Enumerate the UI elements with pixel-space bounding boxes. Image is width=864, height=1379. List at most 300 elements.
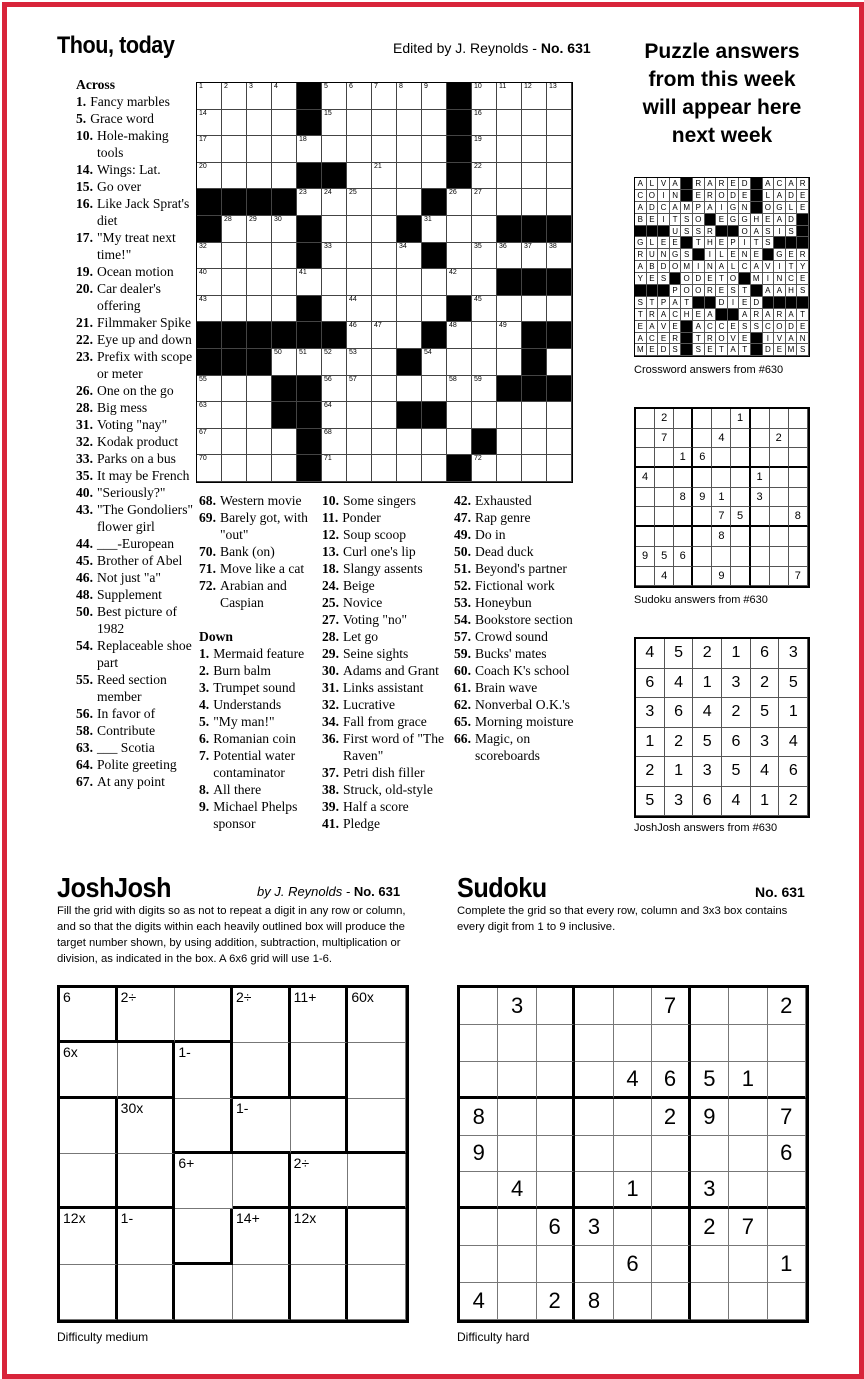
grid-cell[interactable] — [322, 402, 347, 429]
grid-cell[interactable] — [247, 83, 272, 110]
grid-cell[interactable] — [372, 376, 397, 403]
grid-cell[interactable] — [372, 349, 397, 376]
grid-cell[interactable] — [322, 110, 347, 137]
grid-cell[interactable] — [197, 110, 222, 137]
sudoku-cell[interactable]: 7 — [729, 1209, 767, 1246]
grid-cell[interactable] — [397, 376, 422, 403]
grid-cell[interactable] — [522, 110, 547, 137]
answer-letter: O — [728, 273, 740, 285]
grid-cell[interactable] — [397, 322, 422, 349]
grid-cell[interactable] — [322, 376, 347, 403]
grid-cell[interactable] — [472, 216, 497, 243]
grid-cell[interactable] — [547, 402, 572, 429]
grid-cell[interactable] — [322, 455, 347, 482]
sudoku-cell[interactable] — [768, 1025, 806, 1062]
grid-cell[interactable] — [547, 189, 572, 216]
grid-cell[interactable] — [397, 455, 422, 482]
grid-cell[interactable] — [547, 296, 572, 323]
sudoku-cell[interactable] — [691, 1025, 729, 1062]
grid-cell[interactable] — [272, 110, 297, 137]
grid-cell[interactable] — [347, 455, 372, 482]
joshjosh-cell[interactable] — [291, 1099, 349, 1154]
sudoku-cell[interactable] — [652, 1283, 690, 1320]
sudoku-cell[interactable] — [537, 988, 575, 1025]
joshjosh-cell[interactable] — [175, 1043, 233, 1098]
grid-cell[interactable] — [347, 136, 372, 163]
grid-cell[interactable] — [347, 83, 372, 110]
joshjosh-cell[interactable] — [175, 1154, 233, 1209]
sudoku-cell[interactable] — [460, 1246, 498, 1283]
grid-cell[interactable] — [422, 136, 447, 163]
sudoku-cell[interactable] — [652, 1246, 690, 1283]
grid-cell[interactable] — [322, 296, 347, 323]
joshjosh-cell[interactable] — [60, 1043, 118, 1098]
joshjosh-cell[interactable] — [233, 1154, 291, 1209]
grid-cell[interactable] — [522, 163, 547, 190]
grid-cell[interactable] — [222, 455, 247, 482]
grid-cell[interactable] — [322, 243, 347, 270]
grid-cell[interactable] — [422, 163, 447, 190]
joshjosh-cell[interactable] — [118, 1043, 176, 1098]
grid-cell[interactable] — [447, 402, 472, 429]
joshjosh-cell[interactable] — [348, 1209, 406, 1264]
sudoku-cell[interactable]: 1 — [729, 1062, 767, 1099]
grid-cell[interactable] — [397, 136, 422, 163]
grid-cell[interactable] — [347, 402, 372, 429]
grid-cell[interactable] — [497, 429, 522, 456]
grid-cell[interactable] — [397, 163, 422, 190]
grid-cell[interactable] — [547, 429, 572, 456]
grid-cell[interactable] — [497, 110, 522, 137]
sudoku-cell[interactable]: 2 — [537, 1283, 575, 1320]
grid-cell[interactable] — [222, 429, 247, 456]
grid-cell[interactable] — [347, 296, 372, 323]
grid-cell[interactable] — [547, 349, 572, 376]
grid-cell[interactable] — [522, 402, 547, 429]
grid-cell[interactable] — [372, 296, 397, 323]
grid-cell[interactable] — [347, 349, 372, 376]
sudoku-cell[interactable]: 4 — [498, 1172, 536, 1209]
sudoku-grid[interactable] — [457, 985, 809, 1323]
grid-cell[interactable] — [472, 83, 497, 110]
grid-cell[interactable] — [322, 83, 347, 110]
grid-cell[interactable] — [472, 376, 497, 403]
grid-cell[interactable] — [247, 110, 272, 137]
grid-cell[interactable] — [422, 455, 447, 482]
sudoku-cell[interactable] — [691, 988, 729, 1025]
joshjosh-cell[interactable] — [118, 1099, 176, 1154]
sudoku-cell[interactable] — [768, 1283, 806, 1320]
grid-cell[interactable] — [422, 429, 447, 456]
grid-cell[interactable] — [222, 402, 247, 429]
joshjosh-cell[interactable] — [291, 1043, 349, 1098]
grid-cell[interactable] — [297, 189, 322, 216]
grid-cell[interactable] — [347, 163, 372, 190]
grid-cell[interactable] — [197, 296, 222, 323]
grid-cell[interactable] — [472, 349, 497, 376]
sudoku-cell[interactable] — [768, 1172, 806, 1209]
grid-cell[interactable] — [197, 269, 222, 296]
sudoku-cell[interactable] — [691, 1283, 729, 1320]
joshjosh-cell[interactable] — [348, 1099, 406, 1154]
grid-cell[interactable] — [397, 429, 422, 456]
grid-cell[interactable] — [347, 243, 372, 270]
grid-cell[interactable] — [372, 216, 397, 243]
sudoku-cell[interactable]: 6 — [537, 1209, 575, 1246]
grid-cell[interactable] — [472, 136, 497, 163]
sudoku-cell[interactable]: 8 — [575, 1283, 613, 1320]
grid-cell[interactable] — [497, 296, 522, 323]
grid-cell[interactable] — [347, 110, 372, 137]
joshjosh-cell[interactable] — [291, 1265, 349, 1320]
grid-cell[interactable] — [497, 189, 522, 216]
grid-cell[interactable] — [322, 189, 347, 216]
joshjosh-cell[interactable] — [348, 1265, 406, 1320]
grid-cell[interactable] — [197, 243, 222, 270]
sudoku-cell[interactable]: 9 — [691, 1099, 729, 1136]
joshjosh-cell[interactable] — [291, 988, 349, 1043]
sudoku-cell[interactable]: 4 — [460, 1283, 498, 1320]
sudoku-cell[interactable] — [652, 1136, 690, 1173]
joshjosh-cell[interactable] — [118, 988, 176, 1043]
joshjosh-cell[interactable] — [175, 1099, 233, 1154]
grid-cell[interactable] — [297, 269, 322, 296]
grid-cell[interactable] — [397, 243, 422, 270]
sudoku-cell[interactable] — [614, 988, 652, 1025]
grid-cell[interactable] — [272, 349, 297, 376]
sudoku-cell[interactable]: 2 — [691, 1209, 729, 1246]
sudoku-cell[interactable]: 1 — [614, 1172, 652, 1209]
grid-cell[interactable] — [422, 269, 447, 296]
grid-cell[interactable] — [372, 429, 397, 456]
sudoku-cell[interactable] — [691, 1136, 729, 1173]
sudoku-cell[interactable] — [691, 1246, 729, 1283]
sudoku-cell[interactable] — [498, 1062, 536, 1099]
grid-cell[interactable] — [397, 296, 422, 323]
grid-cell[interactable] — [497, 243, 522, 270]
grid-cell[interactable] — [247, 163, 272, 190]
grid-cell[interactable] — [372, 269, 397, 296]
joshjosh-cell[interactable] — [348, 1043, 406, 1098]
cell-number: 26 — [449, 189, 457, 197]
grid-cell[interactable] — [472, 110, 497, 137]
grid-cell[interactable] — [547, 163, 572, 190]
grid-cell[interactable] — [272, 243, 297, 270]
grid-cell[interactable] — [522, 429, 547, 456]
grid-cell[interactable] — [197, 402, 222, 429]
grid-cell[interactable] — [447, 376, 472, 403]
joshjosh-cell[interactable] — [175, 1209, 233, 1264]
sudoku-cell[interactable] — [498, 1025, 536, 1062]
joshjosh-cell[interactable] — [348, 988, 406, 1043]
grid-cell[interactable] — [547, 83, 572, 110]
sudoku-cell[interactable] — [729, 1283, 767, 1320]
grid-cell[interactable] — [272, 429, 297, 456]
grid-cell[interactable] — [522, 189, 547, 216]
sudoku-cell[interactable] — [575, 1136, 613, 1173]
grid-cell[interactable] — [197, 455, 222, 482]
sudoku-cell[interactable] — [537, 1099, 575, 1136]
joshjosh-cell[interactable] — [60, 1265, 118, 1320]
sudoku-cell[interactable]: 2 — [768, 988, 806, 1025]
grid-cell[interactable] — [447, 189, 472, 216]
grid-cell[interactable] — [472, 322, 497, 349]
joshjosh-cell[interactable] — [118, 1154, 176, 1209]
grid-cell[interactable] — [547, 110, 572, 137]
grid-cell[interactable] — [447, 243, 472, 270]
joshjosh-grid[interactable] — [57, 985, 409, 1323]
grid-cell[interactable] — [497, 322, 522, 349]
grid-cell[interactable] — [547, 243, 572, 270]
sudoku-cell[interactable] — [498, 1246, 536, 1283]
grid-cell[interactable] — [372, 189, 397, 216]
grid-cell[interactable] — [497, 455, 522, 482]
sudoku-cell[interactable]: 6 — [652, 1062, 690, 1099]
sudoku-cell[interactable] — [729, 1246, 767, 1283]
grid-cell[interactable] — [222, 296, 247, 323]
grid-cell[interactable] — [322, 349, 347, 376]
grid-cell[interactable] — [197, 376, 222, 403]
joshjosh-cell[interactable] — [175, 1265, 233, 1320]
sudoku-cell[interactable] — [768, 1062, 806, 1099]
grid-cell[interactable] — [522, 296, 547, 323]
grid-cell[interactable] — [247, 296, 272, 323]
sudoku-cell[interactable] — [652, 1172, 690, 1209]
answer-letter: I — [763, 333, 775, 345]
sudoku-cell[interactable] — [498, 1099, 536, 1136]
sudoku-cell[interactable] — [537, 1062, 575, 1099]
joshjosh-cell[interactable] — [60, 1154, 118, 1209]
grid-cell[interactable] — [222, 83, 247, 110]
sudoku-cell[interactable] — [575, 1172, 613, 1209]
sudoku-cell[interactable] — [537, 1172, 575, 1209]
sudoku-cell[interactable] — [614, 1025, 652, 1062]
sudoku-cell[interactable] — [729, 1025, 767, 1062]
grid-cell[interactable] — [497, 163, 522, 190]
grid-cell[interactable] — [297, 136, 322, 163]
grid-cell[interactable] — [372, 243, 397, 270]
sudoku-cell[interactable] — [537, 1136, 575, 1173]
sudoku-cell[interactable]: 7 — [652, 988, 690, 1025]
grid-cell[interactable] — [372, 136, 397, 163]
grid-cell[interactable] — [422, 110, 447, 137]
sudoku-cell[interactable] — [460, 988, 498, 1025]
grid-cell[interactable] — [247, 455, 272, 482]
sudoku-cell[interactable] — [460, 1209, 498, 1246]
joshjosh-cell[interactable] — [233, 1099, 291, 1154]
joshjosh-cell[interactable] — [291, 1209, 349, 1264]
grid-cell[interactable] — [372, 163, 397, 190]
grid-cell[interactable] — [472, 455, 497, 482]
sudoku-cell[interactable]: 8 — [460, 1099, 498, 1136]
clue-item — [454, 645, 579, 662]
answer-letter: S — [739, 321, 751, 333]
sudoku-cell[interactable]: 2 — [652, 1099, 690, 1136]
joshjosh-cell[interactable] — [233, 1209, 291, 1264]
grid-cell[interactable] — [272, 455, 297, 482]
grid-cell[interactable] — [197, 83, 222, 110]
grid-cell[interactable] — [397, 110, 422, 137]
grid-cell[interactable] — [422, 349, 447, 376]
grid-cell[interactable] — [197, 163, 222, 190]
joshjosh-cell[interactable] — [291, 1154, 349, 1209]
grid-cell[interactable] — [472, 402, 497, 429]
joshjosh-cell[interactable] — [175, 988, 233, 1043]
sudoku-cell[interactable] — [498, 1209, 536, 1246]
grid-cell[interactable] — [422, 216, 447, 243]
grid-cell[interactable] — [222, 243, 247, 270]
sudoku-cell[interactable] — [537, 1246, 575, 1283]
grid-cell[interactable] — [447, 216, 472, 243]
grid-cell[interactable] — [347, 376, 372, 403]
answer-letter: E — [716, 237, 728, 249]
sudoku-cell[interactable] — [460, 1025, 498, 1062]
grid-cell[interactable] — [322, 216, 347, 243]
grid-cell[interactable] — [247, 376, 272, 403]
grid-cell[interactable] — [272, 136, 297, 163]
joshjosh-cell[interactable] — [348, 1154, 406, 1209]
grid-cell[interactable] — [247, 216, 272, 243]
grid-cell[interactable] — [347, 269, 372, 296]
grid-cell[interactable] — [522, 455, 547, 482]
sudoku-cell[interactable] — [498, 1283, 536, 1320]
crossword-grid[interactable] — [196, 82, 573, 483]
grid-cell[interactable] — [547, 136, 572, 163]
grid-cell[interactable] — [347, 429, 372, 456]
grid-cell[interactable] — [322, 269, 347, 296]
sudoku-cell[interactable] — [652, 1209, 690, 1246]
joshjosh-cell[interactable] — [233, 1265, 291, 1320]
sudoku-cell[interactable]: 1 — [768, 1246, 806, 1283]
grid-cell[interactable] — [422, 83, 447, 110]
grid-cell[interactable] — [197, 136, 222, 163]
grid-cell[interactable] — [297, 349, 322, 376]
sudoku-cell[interactable]: 3 — [575, 1209, 613, 1246]
grid-cell[interactable] — [547, 455, 572, 482]
joshjosh-cell[interactable] — [118, 1209, 176, 1264]
joshjosh-cell[interactable] — [60, 1099, 118, 1154]
grid-cell[interactable] — [472, 163, 497, 190]
sudoku-cell[interactable] — [652, 1025, 690, 1062]
grid-cell[interactable] — [372, 322, 397, 349]
grid-cell[interactable] — [372, 402, 397, 429]
grid-cell[interactable] — [497, 83, 522, 110]
grid-cell[interactable] — [372, 455, 397, 482]
grid-cell[interactable] — [247, 429, 272, 456]
cell-number: 33 — [324, 242, 332, 250]
grid-cell[interactable] — [247, 243, 272, 270]
grid-cell[interactable] — [272, 163, 297, 190]
sudoku-cell[interactable]: 9 — [460, 1136, 498, 1173]
grid-cell[interactable] — [222, 110, 247, 137]
grid-cell[interactable] — [522, 83, 547, 110]
grid-cell[interactable] — [522, 243, 547, 270]
sudoku-cell[interactable]: 4 — [614, 1062, 652, 1099]
sudoku-cell[interactable] — [575, 1025, 613, 1062]
grid-cell[interactable] — [347, 216, 372, 243]
sudoku-cell[interactable] — [614, 1099, 652, 1136]
joshjosh-cell[interactable] — [60, 988, 118, 1043]
grid-cell[interactable] — [272, 216, 297, 243]
grid-cell[interactable] — [497, 402, 522, 429]
grid-cell[interactable] — [372, 110, 397, 137]
sudoku-cell[interactable] — [575, 1099, 613, 1136]
sudoku-cell[interactable] — [614, 1136, 652, 1173]
grid-cell[interactable] — [272, 83, 297, 110]
grid-cell[interactable] — [472, 243, 497, 270]
joshjosh-cell[interactable] — [60, 1209, 118, 1264]
grid-cell[interactable] — [497, 136, 522, 163]
joshjosh-cell[interactable] — [233, 1043, 291, 1098]
sudoku-cell[interactable] — [729, 1136, 767, 1173]
sudoku-cell[interactable]: 3 — [498, 988, 536, 1025]
grid-cell[interactable] — [347, 322, 372, 349]
sudoku-cell[interactable] — [460, 1172, 498, 1209]
grid-cell[interactable] — [472, 189, 497, 216]
answer-letter: E — [670, 321, 682, 333]
grid-cell[interactable] — [447, 269, 472, 296]
sudoku-cell[interactable] — [460, 1062, 498, 1099]
sudoku-cell[interactable] — [498, 1136, 536, 1173]
grid-cell[interactable] — [197, 429, 222, 456]
grid-cell[interactable] — [222, 376, 247, 403]
grid-cell[interactable] — [447, 349, 472, 376]
grid-cell[interactable] — [222, 269, 247, 296]
sudoku-cell[interactable] — [537, 1025, 575, 1062]
sudoku-cell[interactable] — [575, 1246, 613, 1283]
sudoku-cell[interactable]: 6 — [768, 1136, 806, 1173]
grid-cell[interactable] — [322, 136, 347, 163]
sudoku-cell[interactable]: 5 — [691, 1062, 729, 1099]
grid-cell[interactable] — [272, 269, 297, 296]
grid-cell[interactable] — [422, 376, 447, 403]
grid-cell[interactable] — [447, 322, 472, 349]
sudoku-cell[interactable] — [614, 1283, 652, 1320]
sudoku-cell[interactable] — [614, 1209, 652, 1246]
grid-cell[interactable] — [247, 136, 272, 163]
grid-cell[interactable] — [397, 269, 422, 296]
grid-cell[interactable] — [397, 189, 422, 216]
grid-cell[interactable] — [222, 216, 247, 243]
grid-cell[interactable] — [397, 83, 422, 110]
grid-cell[interactable] — [522, 136, 547, 163]
sudoku-cell[interactable] — [729, 1172, 767, 1209]
grid-cell[interactable] — [372, 83, 397, 110]
sudoku-cell[interactable] — [575, 988, 613, 1025]
sudoku-cell[interactable]: 6 — [614, 1246, 652, 1283]
grid-cell[interactable] — [247, 269, 272, 296]
grid-cell[interactable] — [222, 163, 247, 190]
grid-cell[interactable] — [247, 402, 272, 429]
grid-cell[interactable] — [497, 349, 522, 376]
sudoku-cell[interactable] — [575, 1062, 613, 1099]
grid-cell[interactable] — [447, 429, 472, 456]
joshjosh-cell[interactable] — [233, 988, 291, 1043]
joshjosh-cell[interactable] — [118, 1265, 176, 1320]
sudoku-cell[interactable] — [729, 988, 767, 1025]
grid-cell[interactable] — [422, 296, 447, 323]
sudoku-cell[interactable]: 7 — [768, 1099, 806, 1136]
grid-cell[interactable] — [322, 429, 347, 456]
grid-cell[interactable] — [222, 136, 247, 163]
grid-cell[interactable] — [272, 296, 297, 323]
sudoku-cell[interactable] — [729, 1099, 767, 1136]
sudoku-cell[interactable]: 3 — [691, 1172, 729, 1209]
sudoku-cell[interactable] — [768, 1209, 806, 1246]
grid-cell[interactable] — [347, 189, 372, 216]
grid-cell[interactable] — [472, 269, 497, 296]
grid-cell[interactable] — [472, 296, 497, 323]
